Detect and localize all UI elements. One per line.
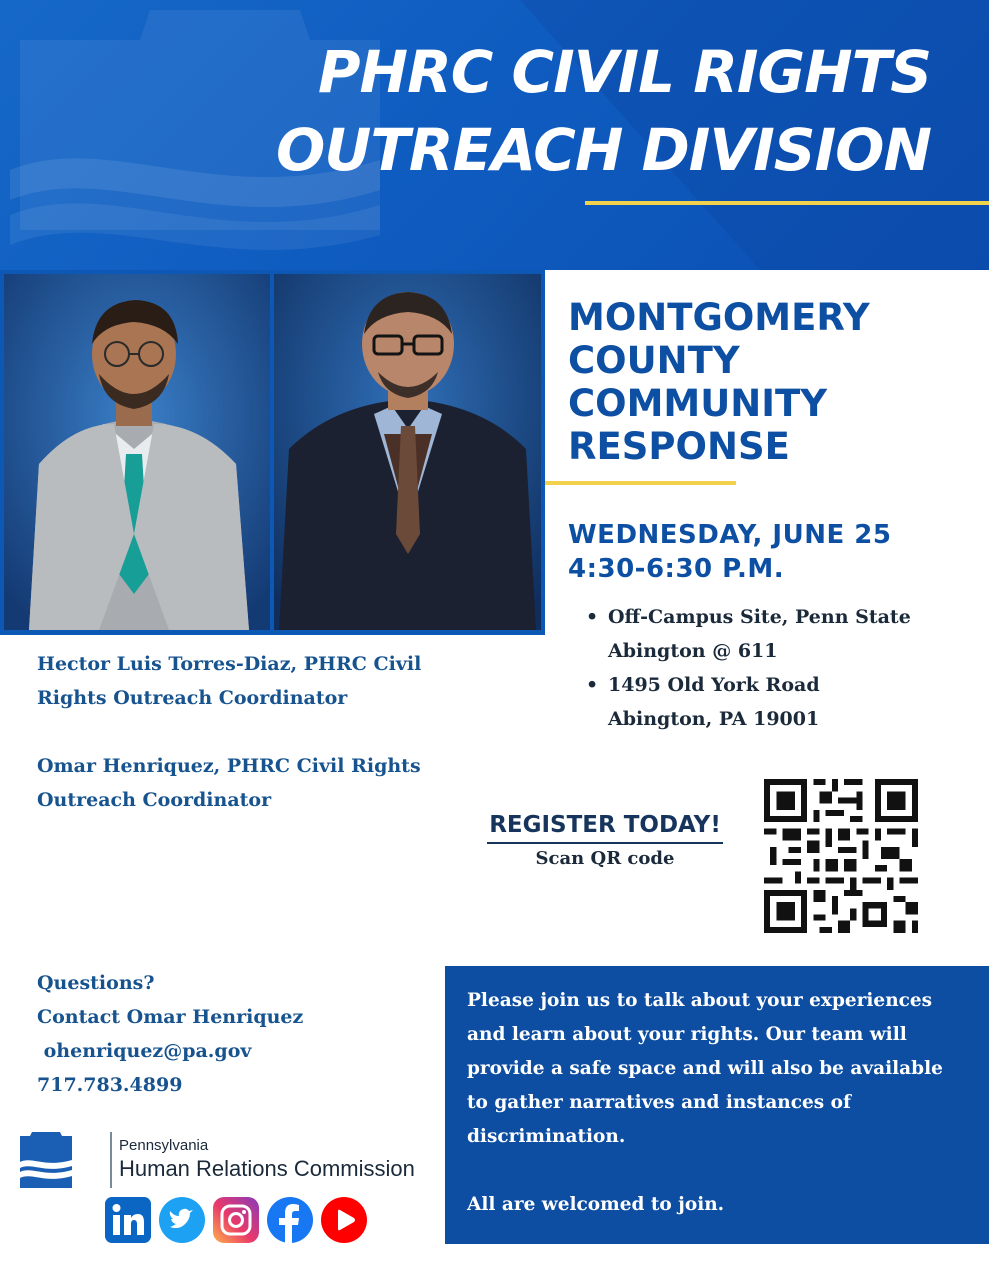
location-line: Abington @ 611	[608, 640, 778, 662]
coordinator-line: Hector Luis Torres-Diaz, PHRC Civil	[37, 653, 422, 675]
page-title-line-2: OUTREACH DIVISION	[275, 116, 931, 184]
twitter-icon[interactable]	[159, 1197, 205, 1243]
event-date: WEDNESDAY, JUNE 25	[568, 520, 892, 550]
invitation-message-box	[445, 966, 989, 1244]
portrait-photo-torres-diaz	[4, 274, 270, 630]
coordinator-line: Omar Henriquez, PHRC Civil Rights	[37, 755, 421, 777]
location-line: • 1495 Old York Road	[608, 674, 820, 696]
coordinator-line: Outreach Coordinator	[37, 789, 272, 811]
location-line: • Off-Campus Site, Penn State	[608, 606, 911, 628]
event-title-line: MONTGOMERY	[568, 296, 870, 339]
phrc-logo	[18, 1132, 438, 1188]
location-item	[586, 600, 976, 668]
photos-frame	[0, 270, 545, 635]
event-time: 4:30-6:30 P.M.	[568, 554, 785, 584]
event-title-line: COUNTY	[568, 339, 740, 382]
invitation-paragraph: Please join us to talk about your experiences and learn about your rights. Our team will provide a safe space and will also be available to gather narratives and instances of discrimination.	[467, 990, 943, 1147]
page-title-line-1: PHRC CIVIL RIGHTS	[318, 38, 931, 106]
location-item	[586, 668, 976, 736]
coordinator-line: Rights Outreach Coordinator	[37, 687, 348, 709]
logo-state-name: Pennsylvania	[119, 1137, 209, 1154]
coordinator-item	[37, 749, 457, 817]
contact-block	[37, 966, 417, 1102]
event-date-time	[568, 518, 891, 586]
questions-heading: Questions?	[37, 972, 155, 994]
event-title-line: COMMUNITY	[568, 382, 828, 425]
event-title-line: RESPONSE	[568, 425, 790, 468]
register-heading[interactable]: REGISTER TODAY!	[487, 808, 723, 844]
logo-divider	[110, 1132, 112, 1188]
location-line: Abington, PA 19001	[608, 708, 820, 730]
portrait-photo-henriquez	[274, 274, 541, 630]
event-title	[568, 296, 968, 468]
keystone-logo-icon	[18, 1132, 74, 1188]
linkedin-icon[interactable]	[105, 1197, 151, 1243]
invitation-closing: All are welcomed to join.	[467, 1194, 725, 1215]
header-banner	[0, 0, 989, 270]
youtube-icon[interactable]	[321, 1197, 367, 1243]
qr-code-icon[interactable]	[764, 779, 918, 933]
register-callout	[460, 808, 750, 874]
logo-agency-name: Human Relations Commission	[119, 1156, 415, 1181]
event-title-accent-line	[545, 481, 736, 485]
contact-email-link[interactable]: ohenriquez@pa.gov	[37, 1040, 252, 1062]
contact-name: Contact Omar Henriquez	[37, 1006, 304, 1028]
coordinator-list	[37, 647, 457, 851]
register-subtext: Scan QR code	[535, 848, 675, 869]
facebook-icon[interactable]	[267, 1197, 313, 1243]
contact-phone-link[interactable]: 717.783.4899	[37, 1074, 183, 1096]
instagram-icon[interactable]	[213, 1197, 259, 1243]
location-list	[586, 600, 976, 736]
title-accent-line	[585, 201, 989, 205]
coordinator-item	[37, 647, 457, 715]
